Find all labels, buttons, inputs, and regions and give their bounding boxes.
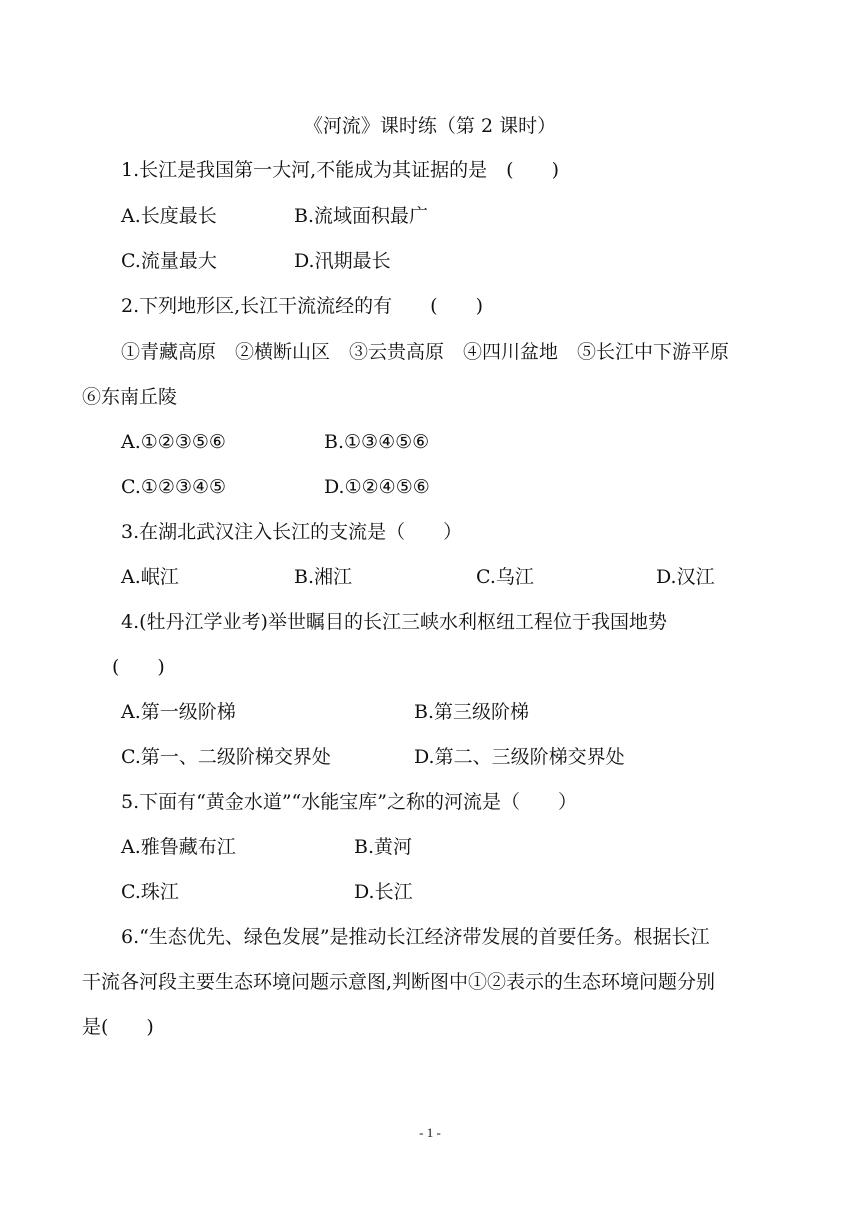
question-5-stem: 5.下面有“黄金水道”“水能宝库”之称的河流是（ ） bbox=[121, 791, 577, 813]
question-5-option-b: B.黄河 bbox=[354, 836, 413, 858]
question-2-option-c: C.①②③④⑤ bbox=[121, 476, 227, 498]
question-1-option-a: A.长度最长 bbox=[121, 205, 217, 227]
question-5-option-c: C.珠江 bbox=[121, 881, 179, 903]
question-4-option-a: A.第一级阶梯 bbox=[121, 701, 236, 723]
question-3-option-a: A.岷江 bbox=[121, 566, 179, 588]
question-1-stem: 1.长江是我国第一大河,不能成为其证据的是 ( ) bbox=[121, 159, 559, 181]
question-3-stem: 3.在湖北武汉注入长江的支流是（ ） bbox=[121, 521, 463, 543]
page-number: - 1 - bbox=[419, 1125, 441, 1140]
question-5-option-a: A.雅鲁藏布江 bbox=[121, 836, 236, 858]
question-2-items-line-2: ⑥东南丘陵 bbox=[82, 386, 178, 408]
page-title: 《河流》课时练（第 2 课时） bbox=[303, 115, 557, 137]
question-2-option-a: A.①②③⑤⑥ bbox=[121, 431, 226, 453]
question-4-option-d: D.第二、三级阶梯交界处 bbox=[414, 746, 625, 768]
question-3-option-d: D.汉江 bbox=[656, 566, 715, 588]
question-4-stem: 4.(牡丹江学业考)举世瞩目的长江三峡水利枢纽工程位于我国地势 bbox=[121, 611, 667, 633]
question-6-line-2: 干流各河段主要生态环境问题示意图,判断图中①②表示的生态环境问题分别 bbox=[82, 971, 716, 993]
question-1-option-b: B.流域面积最广 bbox=[294, 205, 429, 227]
question-3-option-b: B.湘江 bbox=[294, 566, 353, 588]
question-1-option-c: C.流量最大 bbox=[121, 250, 217, 272]
question-6-line-3: 是( ) bbox=[82, 1016, 154, 1038]
question-4-answer-blank: ( ) bbox=[112, 656, 165, 678]
question-1-option-d: D.汛期最长 bbox=[294, 250, 391, 272]
question-4-option-b: B.第三级阶梯 bbox=[414, 701, 530, 723]
question-2-items-line-1: ①青藏高原 ②横断山区 ③云贵高原 ④四川盆地 ⑤长江中下游平原 bbox=[121, 341, 730, 363]
question-2-stem: 2.下列地形区,长江干流流经的有 ( ) bbox=[121, 295, 483, 317]
question-2-option-d: D.①②④⑤⑥ bbox=[324, 476, 430, 498]
question-6-line-1: 6.“生态优先、绿色发展”是推动长江经济带发展的首要任务。根据长江 bbox=[121, 926, 710, 948]
question-3-option-c: C.乌江 bbox=[476, 566, 534, 588]
question-5-option-d: D.长江 bbox=[354, 881, 413, 903]
question-2-option-b: B.①③④⑤⑥ bbox=[324, 431, 430, 453]
question-4-option-c: C.第一、二级阶梯交界处 bbox=[121, 746, 331, 768]
